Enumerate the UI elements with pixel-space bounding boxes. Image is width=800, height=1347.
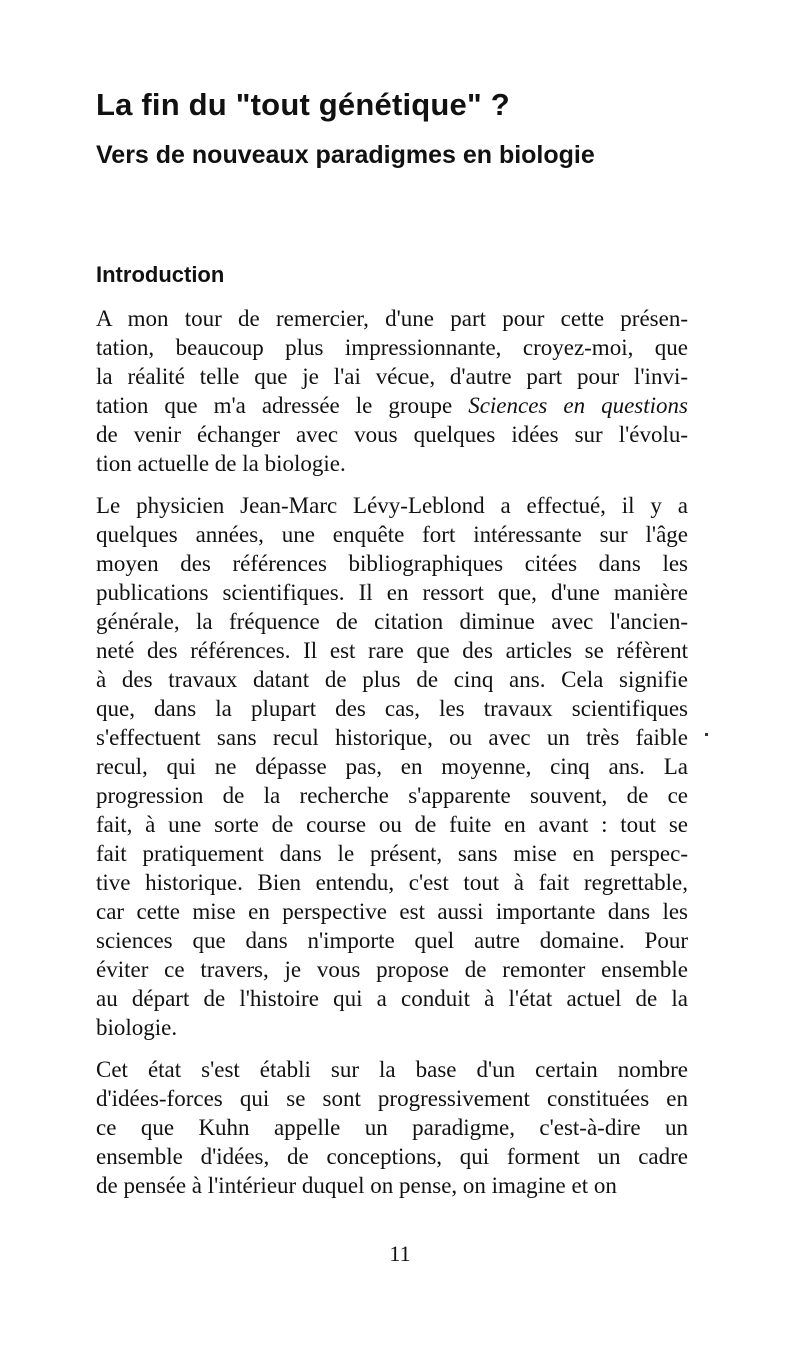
text-line: progression de la recherche s'apparente souvent, de ce	[96, 783, 688, 808]
text-line: fait pratiquement dans le présent, sans mise en perspec-	[96, 841, 688, 866]
text-line: tation, beaucoup plus impressionnante, croyez-moi, que	[96, 335, 688, 360]
text-line: ce que Kuhn appelle un paradigme, c'est-à-dire un	[96, 1115, 688, 1140]
paragraph	[96, 491, 688, 1042]
text-line: car cette mise en perspective est aussi importante dans les	[96, 899, 688, 924]
text-line: biologie.	[96, 1015, 178, 1040]
page-number: 11	[389, 1241, 411, 1266]
text-line: de pensée à l'intérieur duquel on pense, on imagine et on	[96, 1173, 617, 1198]
text-line	[96, 391, 688, 420]
text-line: publications scientifiques. Il en ressort que, d'une manière	[96, 580, 688, 605]
paragraph	[96, 304, 688, 478]
text-line: tion actuelle de la biologie.	[96, 451, 346, 476]
text-line: que, dans la plupart des cas, les travaux scientifiques	[96, 696, 688, 721]
print-speck	[705, 733, 708, 736]
text-line: ensemble d'idées, de conceptions, qui forment un cadre	[96, 1144, 688, 1169]
chapter-title: La fin du "tout génétique" ?	[96, 87, 510, 122]
text-line: tive historique. Bien entendu, c'est tout à fait regrettable,	[96, 870, 688, 895]
text-line: sciences que dans n'importe quel autre domaine. Pour	[96, 928, 688, 953]
body-text	[96, 304, 688, 1213]
text-line: au départ de l'histoire qui a conduit à l'état actuel de la	[96, 986, 688, 1011]
text-line: moyen des références bibliographiques citées dans les	[96, 551, 688, 576]
text-line: neté des références. Il est rare que des articles se réfèrent	[96, 638, 688, 663]
text-run: tation que m'a adressée le groupe	[96, 393, 469, 418]
text-line: quelques années, une enquête fort intéressante sur l'âge	[96, 522, 688, 547]
text-line: Cet état s'est établi sur la base d'un certain nombre	[96, 1057, 688, 1082]
text-line: Le physicien Jean-Marc Lévy-Leblond a effectué, il y a	[96, 493, 688, 518]
section-heading: Introduction	[96, 262, 225, 287]
text-line: à des travaux datant de plus de cinq ans. Cela signifie	[96, 667, 688, 692]
text-line: de venir échanger avec vous quelques idées sur l'évolu-	[96, 422, 688, 447]
chapter-subtitle: Vers de nouveaux paradigmes en biologie	[96, 141, 595, 169]
text-line: la réalité telle que je l'ai vécue, d'autre part pour l'invi-	[96, 364, 688, 389]
paragraph	[96, 1055, 688, 1200]
group-name-italic: Sciences en questions	[468, 393, 688, 418]
text-line: éviter ce travers, je vous propose de remonter ensemble	[96, 957, 688, 982]
text-line: recul, qui ne dépasse pas, en moyenne, cinq ans. La	[96, 754, 688, 779]
text-line: A mon tour de remercier, d'une part pour cette présen-	[96, 306, 688, 331]
text-line: fait, à une sorte de course ou de fuite en avant : tout se	[96, 812, 688, 837]
text-line: générale, la fréquence de citation diminue avec l'ancien-	[96, 609, 688, 634]
text-line: d'idées-forces qui se sont progressivement constituées en	[96, 1086, 688, 1111]
text-line: s'effectuent sans recul historique, ou avec un très faible	[96, 725, 688, 750]
